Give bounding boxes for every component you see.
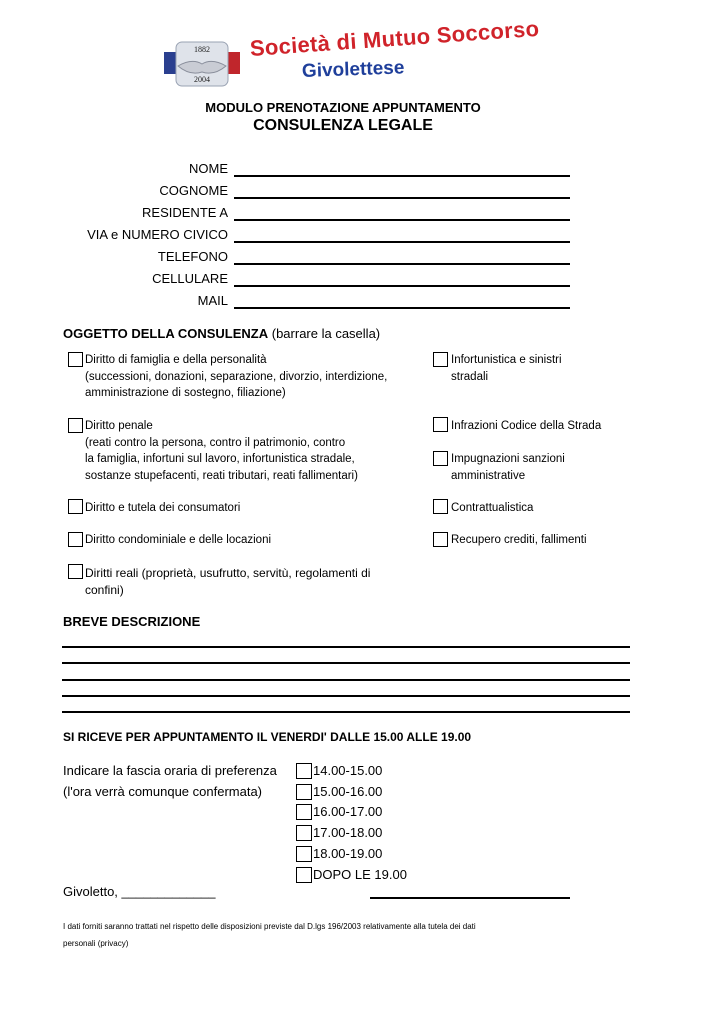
option-line: Impugnazioni sanzioni <box>451 453 565 465</box>
checkbox-diritto-consumatori[interactable] <box>68 499 83 514</box>
checkbox-recupero-crediti[interactable] <box>433 532 448 547</box>
logo-subtitle: Givolettese <box>301 57 405 82</box>
field-label-mail: MAIL <box>197 293 228 308</box>
option-impugnazioni <box>451 451 565 484</box>
slot-label-6: DOPO LE 19.00 <box>313 867 407 882</box>
breve-descrizione-title: BREVE DESCRIZIONE <box>63 614 201 629</box>
option-line: Diritto di famiglia e della personalità <box>85 354 267 366</box>
description-line[interactable] <box>62 646 630 648</box>
option-line: amministrazione di sostegno, filiazione) <box>85 387 286 399</box>
field-label-cognome: COGNOME <box>159 183 228 198</box>
option-diritto-condominiale <box>85 532 271 549</box>
option-diritto-consumatori <box>85 500 240 517</box>
ricevimento-info: SI RICEVE PER APPUNTAMENTO IL VENERDI' DALLE 15.00 ALLE 19.00 <box>63 730 472 744</box>
checkbox-slot-4[interactable] <box>296 825 312 841</box>
preferenza-line2: (l'ora verrà comunque confermata) <box>63 784 263 799</box>
option-contrattualistica <box>451 500 533 517</box>
field-line-nome[interactable] <box>234 175 570 177</box>
preferenza-line1: Indicare la fascia oraria di preferenza <box>63 763 277 778</box>
field-label-residente: RESIDENTE A <box>142 205 228 220</box>
form-subtitle: CONSULENZA LEGALE <box>253 117 433 134</box>
option-recupero-crediti <box>451 532 587 549</box>
form-title: MODULO PRENOTAZIONE APPUNTAMENTO <box>205 100 481 115</box>
checkbox-diritto-penale[interactable] <box>68 418 83 433</box>
description-line[interactable] <box>62 679 630 681</box>
option-line: Diritti reali (proprietà, usufrutto, servitù, regolamenti di <box>85 566 371 580</box>
option-line: (successioni, donazioni, separazione, divorzio, interdizione, <box>85 370 388 383</box>
checkbox-slot-1[interactable] <box>296 763 312 779</box>
checkbox-infrazioni-codice[interactable] <box>433 417 448 432</box>
checkbox-impugnazioni[interactable] <box>433 451 448 466</box>
checkbox-diritti-reali[interactable] <box>68 564 83 579</box>
firma-place-date: Givoletto, _____________ <box>63 884 216 899</box>
oggetto-heading <box>63 326 380 341</box>
option-line: Infortunistica e sinistri <box>451 354 562 366</box>
option-line: Infrazioni Codice della Strada <box>451 420 602 432</box>
field-line-cellulare[interactable] <box>234 285 570 287</box>
checkbox-slot-5[interactable] <box>296 846 312 862</box>
description-line[interactable] <box>62 695 630 697</box>
option-line: confini) <box>85 582 124 597</box>
field-line-residente[interactable] <box>234 219 570 221</box>
checkbox-infortunistica[interactable] <box>433 352 448 367</box>
option-infrazioni-codice <box>451 418 601 435</box>
checkbox-slot-6[interactable] <box>296 867 312 883</box>
field-label-telefono: TELEFONO <box>157 249 228 264</box>
option-line: Recupero crediti, fallimenti <box>451 534 587 546</box>
slot-label-1: 14.00-15.00 <box>313 763 383 778</box>
oggetto-note: (barrare la casella) <box>271 326 381 341</box>
checkbox-contrattualistica[interactable] <box>433 499 448 514</box>
option-diritto-penale <box>85 418 358 484</box>
option-line: Diritto penale <box>85 420 153 432</box>
logo-year-top: 1882 <box>194 45 210 54</box>
oggetto-title: OGGETTO DELLA CONSULENZA <box>63 326 269 341</box>
option-line: la famiglia, infortuni sul lavoro, infortunistica stradale, <box>85 453 355 465</box>
slot-label-4: 17.00-18.00 <box>313 825 383 840</box>
option-diritti-reali <box>85 565 370 598</box>
option-line: stradali <box>451 370 489 383</box>
field-line-via[interactable] <box>234 241 570 243</box>
option-line: Diritto e tutela dei consumatori <box>85 502 241 514</box>
field-label-cellulare: CELLULARE <box>152 271 228 286</box>
signature-line[interactable] <box>370 897 570 899</box>
field-line-cognome[interactable] <box>234 197 570 199</box>
slot-label-3: 16.00-17.00 <box>313 804 383 819</box>
option-line: (reati contro la persona, contro il patrimonio, contro <box>85 436 346 449</box>
option-line: amministrative <box>451 469 526 482</box>
checkbox-diritto-condominiale[interactable] <box>68 532 83 547</box>
option-line: sostanze stupefacenti, reati tributari, reati fallimentari) <box>85 469 358 482</box>
option-diritto-famiglia <box>85 352 387 402</box>
option-line: Diritto condominiale e delle locazioni <box>85 534 272 546</box>
checkbox-diritto-famiglia[interactable] <box>68 352 83 367</box>
field-label-nome: NOME <box>189 161 228 176</box>
checkbox-slot-3[interactable] <box>296 804 312 820</box>
slot-label-5: 18.00-19.00 <box>313 846 383 861</box>
handshake-logo-icon <box>162 36 242 90</box>
field-line-telefono[interactable] <box>234 263 570 265</box>
privacy-line1: I dati forniti saranno trattati nel rispetto delle disposizioni previste dal D.lgs 196/2003 relativamente alla tutela dei dati <box>63 922 476 931</box>
option-line: Contrattualistica <box>451 502 534 514</box>
checkbox-slot-2[interactable] <box>296 784 312 800</box>
field-line-mail[interactable] <box>234 307 570 309</box>
description-line[interactable] <box>62 711 630 713</box>
slot-label-2: 15.00-16.00 <box>313 784 383 799</box>
option-infortunistica <box>451 352 562 385</box>
logo-title: Società di Mutuo Soccorso <box>249 15 541 61</box>
privacy-line2: personali (privacy) <box>63 939 129 948</box>
description-line[interactable] <box>62 662 630 664</box>
field-label-via: VIA e NUMERO CIVICO <box>87 227 228 242</box>
logo-year-bottom: 2004 <box>194 75 210 84</box>
